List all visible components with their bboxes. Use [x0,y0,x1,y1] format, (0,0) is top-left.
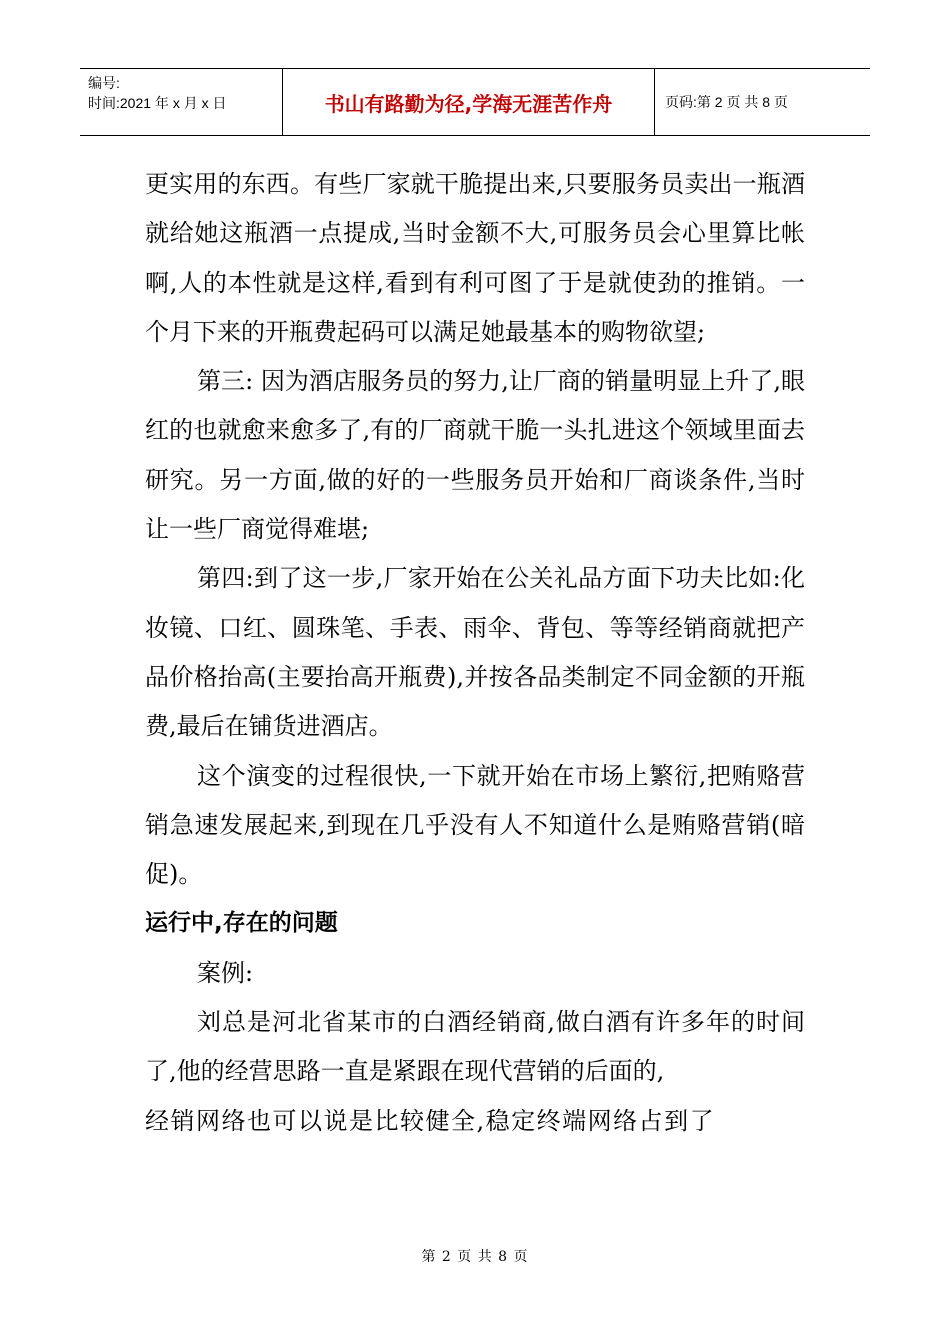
page-footer: 第 2 页 共 8 页 [421,1249,529,1265]
body-paragraph: 案例: [197,958,254,987]
body-paragraph: 经销网络也可以说是比较健全,稳定终端网络占到了 [145,1106,716,1135]
header-motto-cell [283,69,655,135]
body-paragraph: 刘总是河北省某市的白酒经销商,做白酒有许多年的时间了,他的经营思路一直是紧跟在现代营销的后面的, [145,1008,805,1086]
section-heading: 运行中,存在的问题 [145,910,338,937]
header-page-cell [655,69,870,135]
document-number-label: 编号: [88,75,120,91]
header-meta-cell [80,69,283,135]
body-paragraph: 第四:到了这一步,厂家开始在公关礼品方面下功夫比如:化妆镜、口红、圆珠笔、手表、雨伞、背包、等等经销商就把产品价格抬高(主要抬高开瓶费),并按各品类制定不同金额的开瓶费,最后在铺货进酒店。 [145,564,805,741]
document-date: 时间:2021 年 x 月 x 日 [88,95,227,111]
document-body [145,160,805,1146]
body-paragraph: 更实用的东西。有些厂家就干脆提出来,只要服务员卖出一瓶酒就给她这瓶酒一点提成,当时金额不大,可服务员会心里算比帐啊,人的本性就是这样,看到有利可图了于是就使劲的推销。一个月下来的开瓶费起码可以满足她最基本的购物欲望; [145,170,805,346]
page-header [80,68,870,136]
body-paragraph: 第三: 因为酒店服务员的努力,让厂商的销量明显上升了,眼红的也就愈来愈多了,有的厂商就干脆一头扎进这个领域里面去研究。另一方面,做的好的一些服务员开始和厂商谈条件,当时让一些厂商觉得难堪; [145,367,805,544]
header-motto: 书山有路勤为径,学海无涯苦作舟 [324,91,613,116]
header-page-info: 页码:第 2 页 共 8 页 [665,94,788,110]
body-paragraph: 这个演变的过程很快,一下就开始在市场上繁衍,把贿赂营销急速发展起来,到现在几乎没有人不知道什么是贿赂营销(暗促)。 [145,761,805,889]
